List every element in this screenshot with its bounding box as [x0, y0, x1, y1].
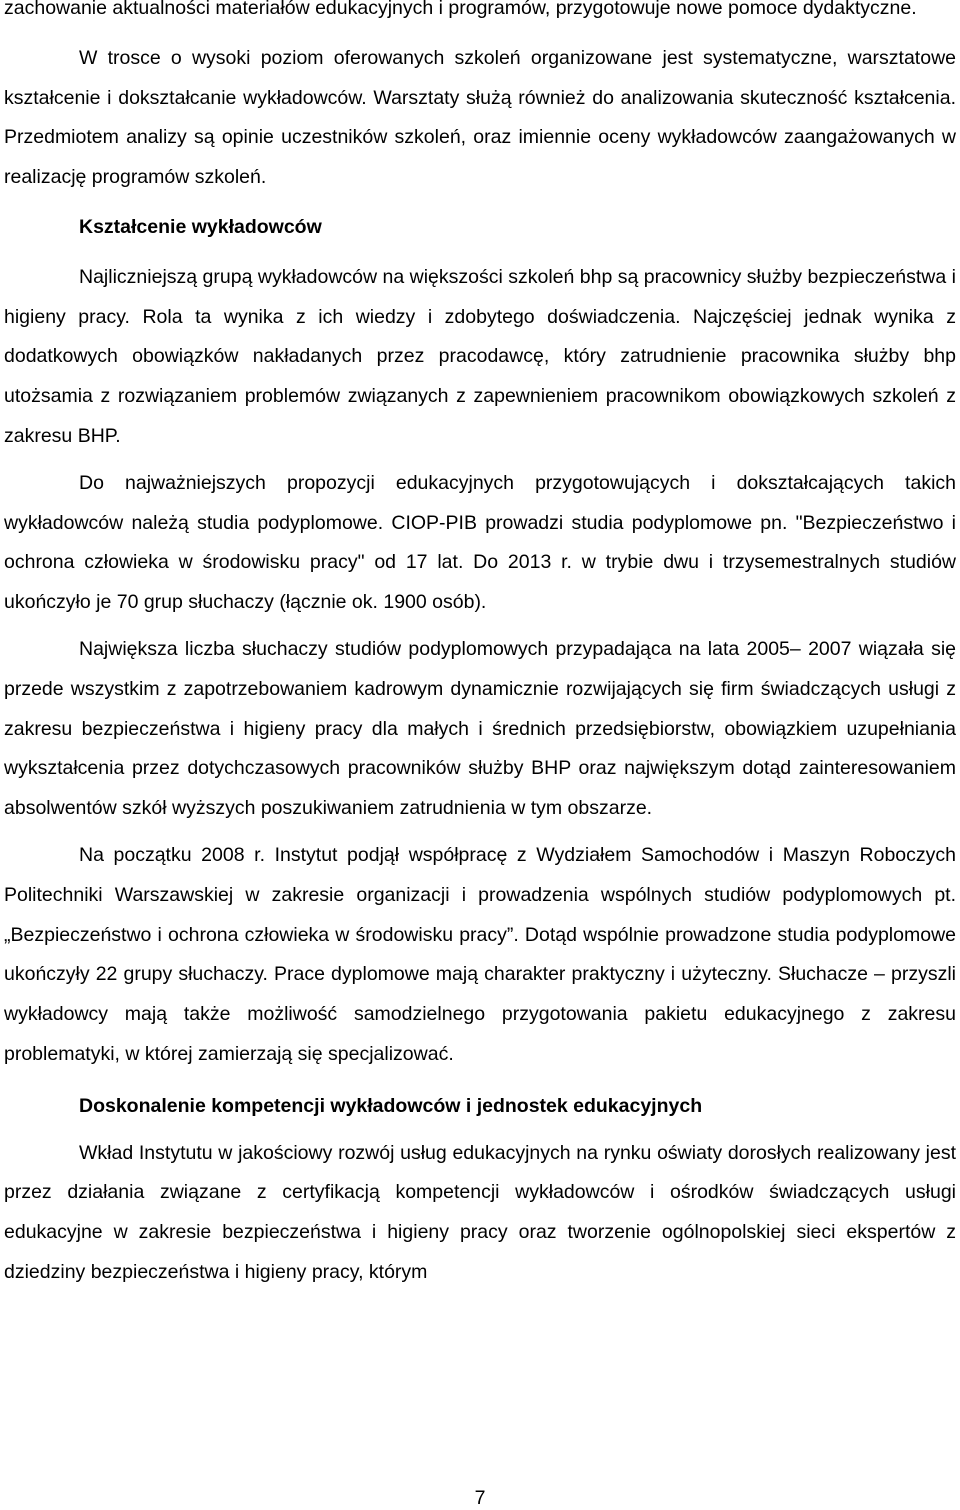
en-dash: –: [789, 637, 801, 660]
paragraph-student-numbers-a: Największa liczba słuchaczy studiów podyplomowych przypadająca na lata 2005: [79, 637, 790, 660]
paragraph-lecturer-training-workshops: W trosce o wysoki poziom oferowanych szkoleń organizowane jest systematyczne, warsztatowe kształcenie i dokształcanie wykładowców. Warsztaty służą również do analizowania skuteczność kształcenia. Przedmiotem analizy są opinie uczestników szkoleń, oraz imiennie oceny wykładowców zaangażowanych w realizację programów szkoleń.: [4, 46, 956, 189]
document-body: [4, 0, 956, 1293]
page-number: 7: [474, 1487, 486, 1509]
paragraph-bhp-staff: Najliczniejszą grupą wykładowców na większości szkoleń bhp są pracownicy służby bezpieczeństwa i higieny pracy. Rola ta wynika z ich wiedzy i zdobytego doświadczenia. Najczęściej jednak wynika z dodatkowych obowiązków nakładanych przez pracodawcę, który zatrudnienie pracownika służby bhp utożsamia z rozwiązaniem problemów związanych z zapewnieniem pracownikom obowiązkowych szkoleń z zakresu BHP.: [4, 265, 956, 447]
paragraph-continuation: zachowanie aktualności materiałów edukacyjnych i programów, przygotowuje nowe pomoce dydaktyczne.: [4, 0, 917, 19]
section-heading-lecturer-education: Kształcenie wykładowców: [79, 215, 322, 238]
en-dash: –: [874, 963, 885, 986]
paragraph-warsaw-cooperation: Na początku 2008 r. Instytut podjął współpracę z Wydziałem Samochodów i Maszyn Roboczych Politechniki Warszawskiej w zakresie organizacji i prowadzenia wspólnych studiów podyplomowych pt. „Bezpieczeństwo i ochrona człowieka w środowisku pracy”. Dotąd wspólnie prowadzone studia podyplomowe ukończyły 22 grupy słuchaczy. Prace dyplomowe mają charakter praktyczny i użyteczny. Słuchacze – przyszli wykładowcy mają także możliwość samodzielnego przygotowania pakietu edukacyjnego z zakresu problematyki, w której zamierzają się specjalizować.: [4, 843, 956, 1065]
paragraph-postgraduate-studies: Do najważniejszych propozycji edukacyjnych przygotowujących i dokształcających takich wykładowców należą studia podyplomowe. CIOP-PIB prowadzi studia podyplomowe pn. "Bezpieczeństwo i ochrona człowieka w środowisku pracy" od 17 lat. Do 2013 r. w trybie dwu i trzysemestralnych studiów ukończyło je 70 grup słuchaczy (łącznie ok. 1900 osób).: [4, 471, 956, 614]
paragraph-student-numbers: Największa liczba słuchaczy studiów podyplomowych przypadająca na lata 2005– 2007 wiązała się przede wszystkim z zapotrzebowaniem kadrowym dynamicznie rozwijających się firm świadczących usługi z zakresu bezpieczeństwa i higieny pracy dla małych i średnich przedsiębiorstw, obowiązkiem uzupełniania wykształcenia przez dotychczasowych pracowników służby BHP oraz największym dotąd zainteresowaniem absolwentów szkół wyższych poszukiwaniem zatrudnienia w tym obszarze.: [4, 637, 956, 820]
section-heading-competence-improvement: Doskonalenie kompetencji wykładowców i jednostek edukacyjnych: [79, 1094, 703, 1117]
paragraph-certification: Wkład Instytutu w jakościowy rozwój usług edukacyjnych na rynku oświaty dorosłych realizowany jest przez działania związane z certyfikacją kompetencji wykładowców i ośrodków świadczących usługi edukacyjne w zakresie bezpieczeństwa i higieny pracy oraz tworzenie ogólnopolskiej sieci ekspertów z dziedziny bezpieczeństwa i higieny pracy, którym: [4, 1141, 956, 1283]
